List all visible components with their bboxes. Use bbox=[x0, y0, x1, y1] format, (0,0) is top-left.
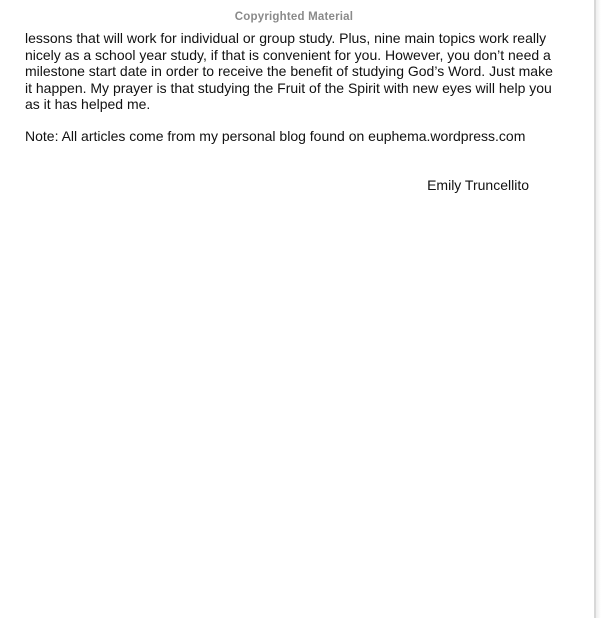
page-edge-shadow bbox=[596, 0, 601, 618]
blog-note: Note: All articles come from my personal blog found on euphema.wordpress.com bbox=[25, 128, 526, 144]
paragraph-line: nicely as a school year study, if that is convenient for you. However, you don’t need a bbox=[25, 46, 551, 63]
author-signature: Emily Truncellito bbox=[427, 177, 529, 193]
paragraph-line: it happen. My prayer is that studying the Fruit of the Spirit with new eyes will help you bbox=[25, 79, 552, 96]
paragraph-line: milestone start date in order to receive the benefit of studying God’s Word. Just make bbox=[25, 63, 553, 80]
copyright-watermark: Copyrighted Material bbox=[234, 11, 354, 23]
body-paragraph bbox=[25, 30, 553, 113]
paragraph-line: as it has helped me. bbox=[25, 96, 151, 113]
paragraph-line: lessons that will work for individual or group study. Plus, nine main topics work really bbox=[25, 30, 547, 46]
